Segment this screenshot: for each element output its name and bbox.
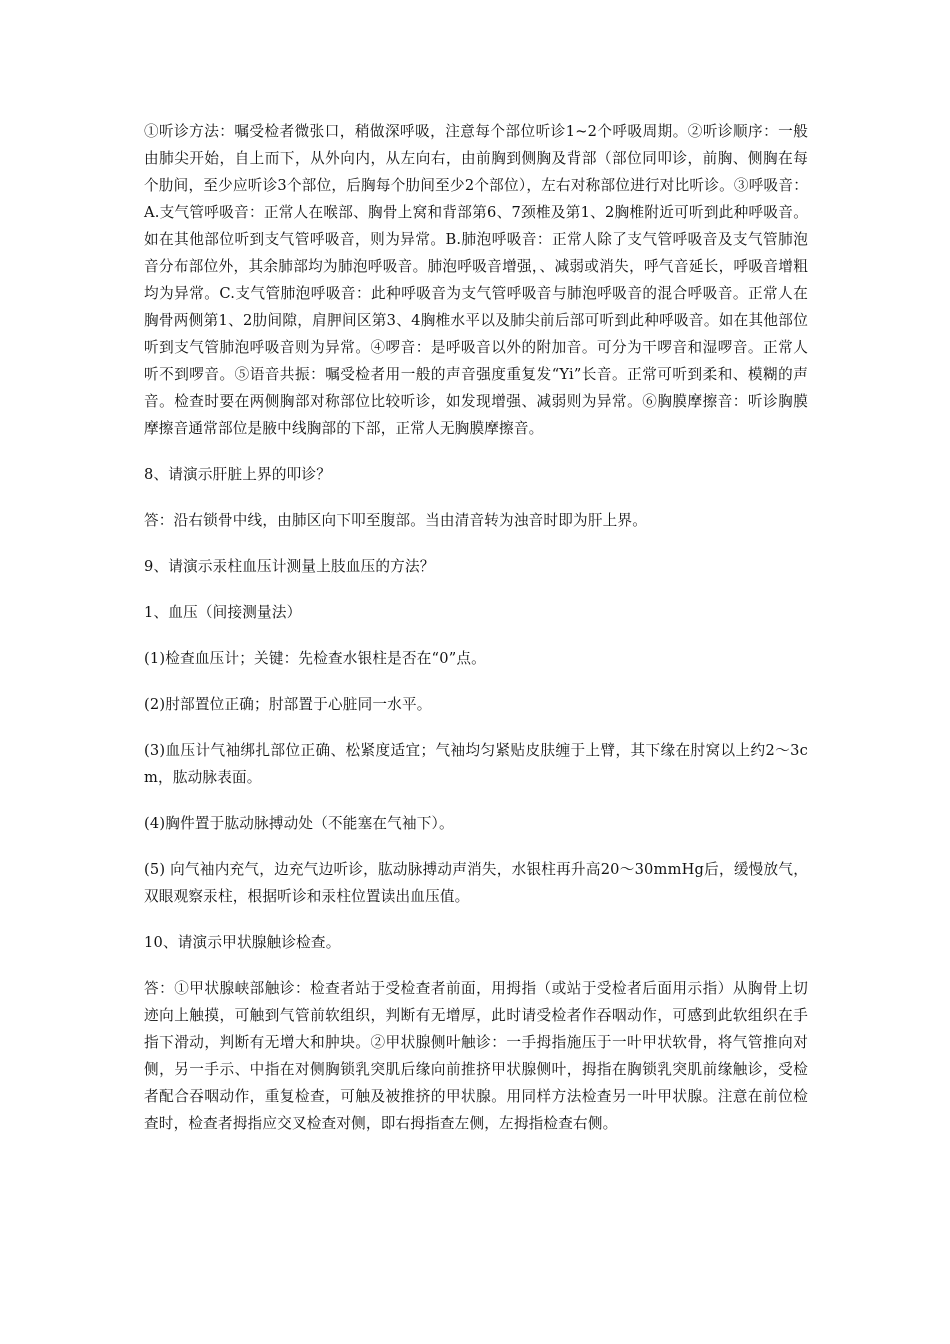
blood-pressure-subheading: 1、血压（间接测量法） [144, 604, 302, 621]
answer-8: 答：沿右锁骨中线，由肺区向下叩至腹部。当由清音转为浊音时即为肝上界。 [144, 512, 647, 529]
step-1: (1)检查血压计；关键：先检查水银柱是否在“0”点。 [144, 650, 486, 667]
document-page [144, 118, 808, 1156]
question-8-heading: 8、请演示肝脏上界的叩诊？ [144, 466, 332, 483]
paragraph-auscultation: ①听诊方法：嘱受检者微张口，稍做深呼吸，注意每个部位听诊1~2个呼吸周期。②听诊顺序：一般由肺尖开始，自上而下，从外向内，从左向右，由前胸到侧胸及背部（部位同叩诊，前胸、侧胸在每个肋间，至少应听诊3个部位，后胸每个肋间至少2个部位），左右对称部位进行对比听诊。③呼吸音：A.支气管呼吸音：正常人在喉部、胸骨上窝和背部第6、7颈椎及第1、2胸椎附近可听到此种呼吸音。如在其他部位听到支气管呼吸音，则为异常。B.肺泡呼吸音：正常人除了支气管呼吸音及支气管肺泡音分布部位外，其余肺部均为肺泡呼吸音。肺泡呼吸音增强，、减弱或消失，呼气音延长，呼吸音增粗均为异常。C.支气管肺泡呼吸音：此种呼吸音为支气管呼吸音与肺泡呼吸音的混合呼吸音。正常人在胸骨两侧第1、2肋间隙，肩胛间区第3、4胸椎水平以及肺尖前后部可听到此种呼吸音。如在其他部位听到支气管肺泡呼吸音则为异常。④啰音：是呼吸音以外的附加音。可分为干啰音和湿啰音。正常人听不到啰音。⑤语音共振：嘱受检者用一般的声音强度重复发“Yi”长音。正常可听到柔和、模糊的声音。检查时要在两侧胸部对称部位比较听诊，如发现增强、减弱则为异常。⑥胸膜摩擦音：听诊胸膜摩擦音通常部位是腋中线胸部的下部，正常人无胸膜摩擦音。 [144, 123, 808, 437]
question-10-heading: 10、请演示甲状腺触诊检查。 [144, 934, 341, 951]
question-9-heading: 9、请演示汞柱血压计测量上肢血压的方法？ [144, 558, 435, 575]
step-5: (5) 向气袖内充气，边充气边听诊，肱动脉搏动声消失，水银柱再升高20～30mmHg后，缓慢放气，双眼观察汞柱，根据听诊和汞柱位置读出血压值。 [144, 861, 808, 905]
step-2: (2)肘部置位正确；肘部置于心脏同一水平。 [144, 696, 432, 713]
step-4: (4)胸件置于肱动脉搏动处（不能塞在气袖下）。 [144, 815, 454, 832]
answer-10: 答：①甲状腺峡部触诊：检查者站于受检查者前面，用拇指（或站于受检者后面用示指）从胸骨上切迹向上触摸，可触到气管前软组织，判断有无增厚，此时请受检者作吞咽动作，可感到此软组织在手指下滑动，判断有无增大和肿块。②甲状腺侧叶触诊：一手拇指施压于一叶甲状软骨，将气管推向对侧，另一手示、中指在对侧胸锁乳突肌后缘向前推挤甲状腺侧叶，拇指在胸锁乳突肌前缘触诊，受检者配合吞咽动作，重复检查，可触及被推挤的甲状腺。用同样方法检查另一叶甲状腺。注意在前位检查时，检查者拇指应交叉检查对侧，即右拇指查左侧，左拇指检查右侧。 [144, 980, 808, 1132]
step-3: (3)血压计气袖绑扎部位正确、松紧度适宜；气袖均匀紧贴皮肤缠于上臂，其下缘在肘窝以上约2～3cm，肱动脉表面。 [144, 742, 808, 786]
